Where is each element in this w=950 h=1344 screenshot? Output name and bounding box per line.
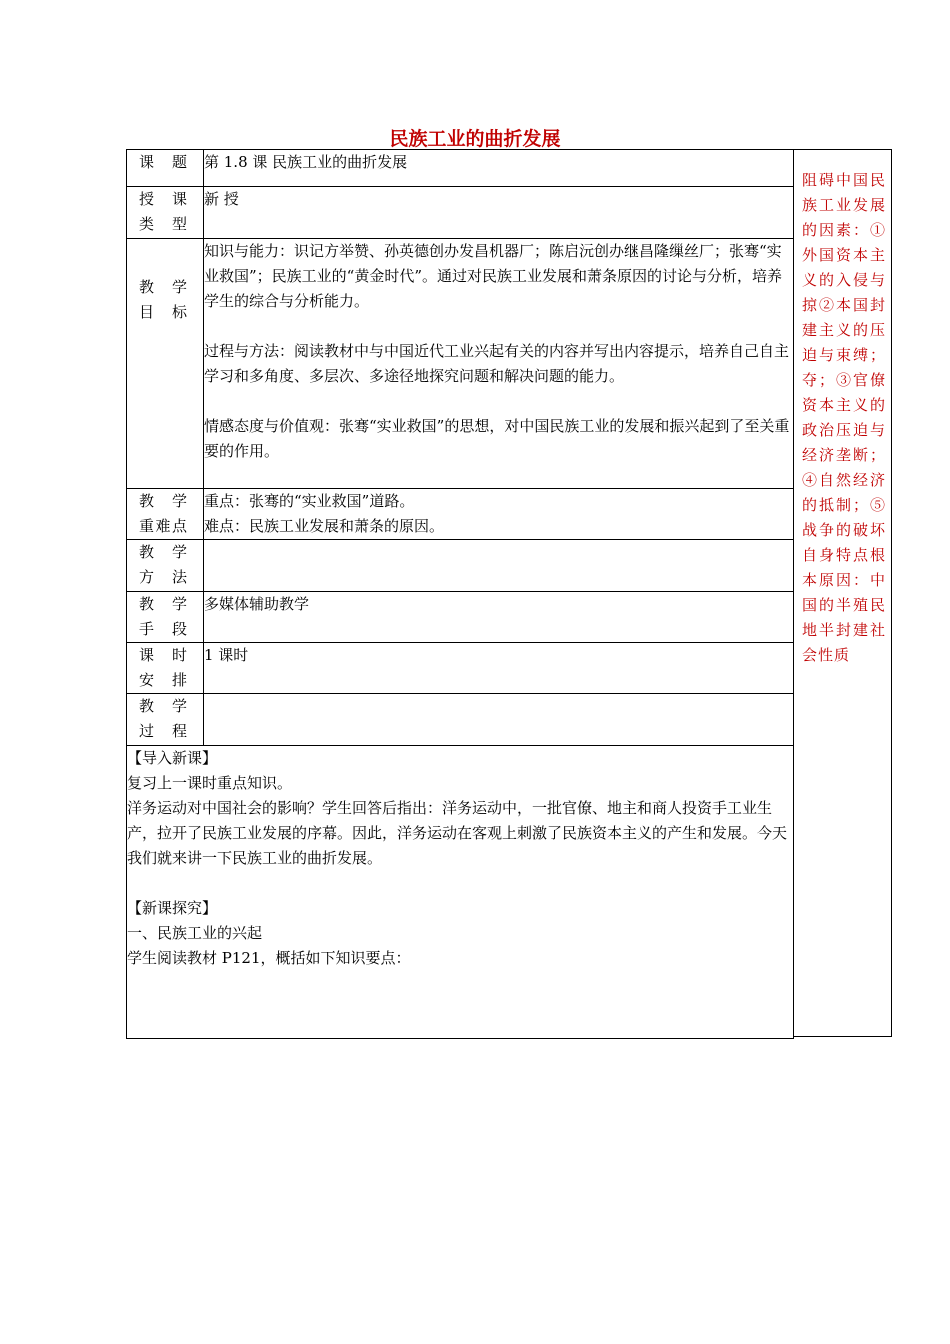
section-instruction: 学生阅读教材 P121，概括如下知识要点： — [127, 949, 411, 967]
label-means — [127, 592, 204, 643]
label-method-line2: 方 法 — [139, 568, 187, 586]
label-process-line1: 教 学 — [139, 697, 187, 715]
label-means-line1: 教 学 — [139, 595, 187, 613]
label-method-line1: 教 学 — [139, 543, 187, 561]
label-process-line2: 过 程 — [139, 722, 187, 740]
row-class-type — [127, 187, 794, 239]
label-means-line2: 手 段 — [139, 620, 187, 638]
key-points-content — [204, 489, 794, 540]
sidebar-note-box — [793, 149, 892, 1037]
row-method — [127, 540, 794, 592]
process-value — [204, 694, 794, 746]
label-objectives-line2: 目 标 — [139, 303, 187, 321]
label-key-points-line1: 教 学 — [139, 492, 187, 510]
label-class-type-line1: 授 课 — [139, 190, 187, 208]
class-type-value: 新 授 — [204, 187, 794, 239]
intro-heading: 【导入新课】 — [127, 749, 218, 767]
row-means — [127, 592, 794, 643]
objective-knowledge: 知识与能力：识记方举赞、孙英德创办发昌机器厂；陈启沅创办继昌隆缫丝厂；张骞“实业救国”；民族工业的“黄金时代”。通过对民族工业发展和萧条原因的讨论与分析，培养学生的综合与分析能力。 — [204, 242, 783, 310]
sidebar-note: 阻碍中国民族工业发展的因素：①外国资本主义的入侵与掠②本国封建主义的压迫与束缚；夺；③官僚资本主义的政治压迫与经济垄断；④自然经济的抵制；⑤战争的破坏自身特点根本原因：中国的半殖民地半封建社会性质 — [802, 171, 886, 664]
new-lesson-heading: 【新课探究】 — [127, 899, 218, 917]
intro-text: 洋务运动对中国社会的影响？学生回答后指出：洋务运动中，一批官僚、地主和商人投资手工业生产，拉开了民族工业发展的序幕。因此，洋务运动在客观上刺激了民族资本主义的产生和发展。今天我们就来讲一下民族工业的曲折发展。 — [127, 799, 788, 867]
label-schedule-line2: 安 排 — [139, 671, 187, 689]
row-process — [127, 694, 794, 746]
objectives-content — [204, 239, 794, 489]
process-detail — [127, 746, 794, 1039]
row-process-detail — [127, 746, 794, 1039]
row-topic — [127, 150, 794, 187]
intro-review: 复习上一课时重点知识。 — [127, 774, 293, 792]
row-objectives — [127, 239, 794, 489]
lesson-plan-table — [126, 149, 794, 1039]
label-key-points — [127, 489, 204, 540]
label-topic-line: 课 题 — [139, 153, 187, 171]
label-schedule — [127, 643, 204, 694]
row-schedule — [127, 643, 794, 694]
row-key-points — [127, 489, 794, 540]
label-objectives-line1: 教 学 — [139, 278, 187, 296]
objective-process: 过程与方法：阅读教材中与中国近代工业兴起有关的内容并写出内容提示，培养自己自主学习和多角度、多层次、多途径地探究问题和解决问题的能力。 — [204, 342, 790, 385]
label-objectives — [127, 239, 204, 489]
section-heading: 一、民族工业的兴起 — [127, 924, 263, 942]
page-title: 民族工业的曲折发展 — [389, 128, 561, 150]
label-class-type — [127, 187, 204, 239]
label-process — [127, 694, 204, 746]
key-point: 重点：张骞的“实业救国”道路。 — [204, 492, 415, 510]
difficult-point: 难点：民族工业发展和萧条的原因。 — [204, 517, 445, 535]
means-value: 多媒体辅助教学 — [204, 592, 794, 643]
label-schedule-line1: 课 时 — [139, 646, 187, 664]
label-class-type-line2: 类 型 — [139, 215, 187, 233]
objective-emotion: 情感态度与价值观：张骞“实业救国”的思想，对中国民族工业的发展和振兴起到了至关重要的作用。 — [204, 417, 790, 460]
label-method — [127, 540, 204, 592]
label-key-points-line2: 重难点 — [139, 517, 187, 535]
method-value — [204, 540, 794, 592]
schedule-value: 1 课时 — [204, 643, 794, 694]
topic-value: 第 1.8 课 民族工业的曲折发展 — [204, 150, 794, 187]
label-topic — [127, 150, 204, 187]
